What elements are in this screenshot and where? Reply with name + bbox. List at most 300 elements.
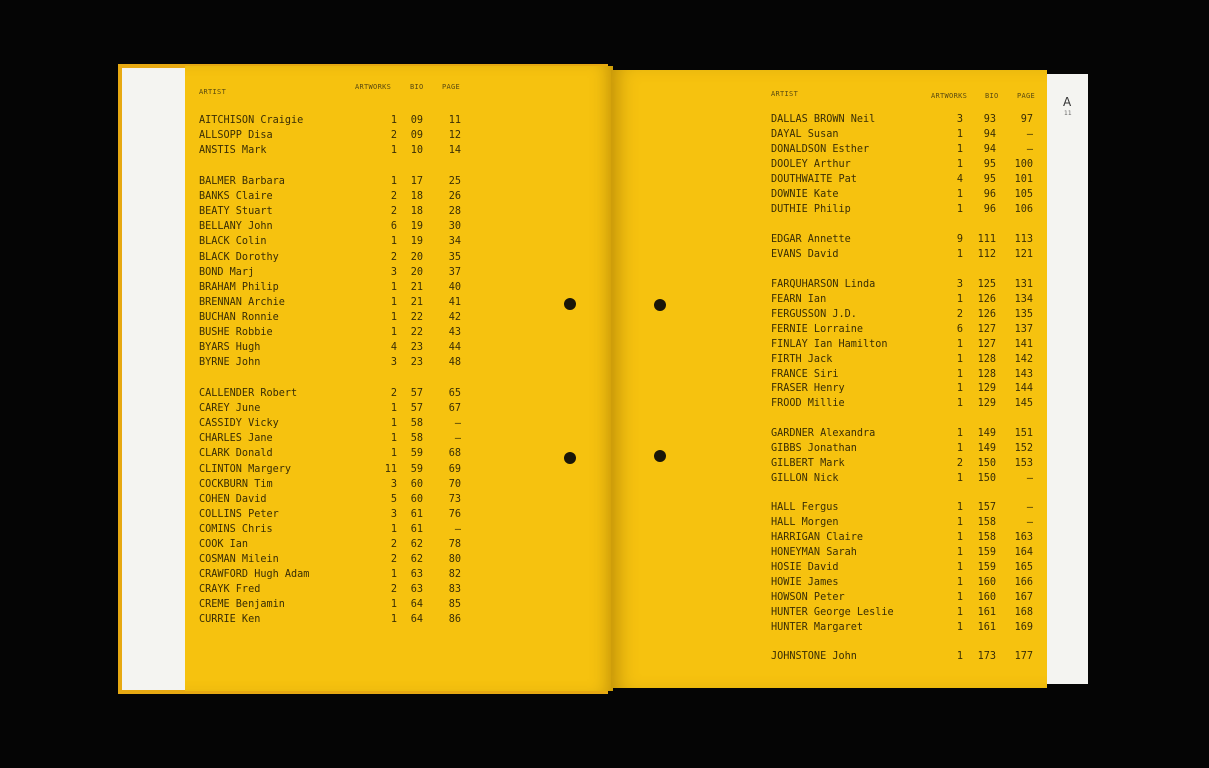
- index-row: [771, 277, 1033, 292]
- artworks-count: 2: [956, 458, 963, 469]
- index-row: [199, 416, 461, 431]
- bio-page: 62: [410, 554, 423, 565]
- artworks-count: 2: [390, 206, 397, 217]
- index-row: [771, 142, 1033, 157]
- index-row: [771, 187, 1033, 202]
- index-row: [771, 456, 1033, 471]
- index-row: [199, 462, 461, 477]
- artworks-count: 1: [956, 369, 963, 380]
- page-number: 41: [448, 297, 461, 308]
- artworks-count: 1: [390, 327, 397, 338]
- index-row: [771, 545, 1033, 560]
- bio-page: 149: [977, 428, 996, 439]
- bio-page: 126: [977, 294, 996, 305]
- page-number: 105: [1014, 189, 1033, 200]
- bio-page: 22: [410, 312, 423, 323]
- artworks-count: 11: [384, 464, 397, 475]
- index-row: [771, 157, 1033, 172]
- artworks-count: 1: [956, 204, 963, 215]
- artworks-count: 1: [390, 236, 397, 247]
- artworks-count: 1: [390, 524, 397, 535]
- page-number: 134: [1014, 294, 1033, 305]
- artist-name: BLACK Dorothy: [199, 252, 279, 263]
- index-row: [199, 280, 461, 295]
- bio-page: 58: [410, 418, 423, 429]
- page-number: 78: [448, 539, 461, 550]
- page-number: 164: [1014, 547, 1033, 558]
- index-row: [199, 492, 461, 507]
- bio-page: 09: [410, 130, 423, 141]
- right-page: [611, 70, 1047, 688]
- artworks-count: 1: [390, 418, 397, 429]
- header-artist: ARTIST: [771, 90, 799, 98]
- artworks-count: 1: [956, 502, 963, 513]
- artist-name: DONALDSON Esther: [771, 144, 870, 155]
- artworks-count: 2: [390, 130, 397, 141]
- index-row: [199, 446, 461, 461]
- artworks-count: 1: [390, 569, 397, 580]
- page-number: 101: [1014, 174, 1033, 185]
- artist-name: FARQUHARSON Linda: [771, 279, 876, 290]
- artworks-count: 1: [956, 249, 963, 260]
- index-row: [199, 265, 461, 280]
- artworks-count: 2: [390, 539, 397, 550]
- bio-page: 111: [977, 234, 996, 245]
- artist-name: HOWIE James: [771, 577, 839, 588]
- bio-page: 58: [410, 433, 423, 444]
- page-number: 30: [448, 221, 461, 232]
- artworks-count: 1: [390, 614, 397, 625]
- page-number: 169: [1014, 622, 1033, 633]
- artworks-count: 2: [390, 554, 397, 565]
- index-row: [199, 250, 461, 265]
- bio-page: 128: [977, 354, 996, 365]
- artworks-count: 1: [956, 443, 963, 454]
- index-row: [771, 127, 1033, 142]
- left-page: [185, 66, 613, 691]
- artworks-count: 2: [390, 388, 397, 399]
- bio-page: 160: [977, 592, 996, 603]
- bio-page: 64: [410, 599, 423, 610]
- artworks-count: 1: [390, 403, 397, 414]
- artist-name: CRAWFORD Hugh Adam: [199, 569, 310, 580]
- artist-name: COOK Ian: [199, 539, 249, 550]
- page-number: –: [454, 524, 461, 535]
- artworks-count: 1: [390, 448, 397, 459]
- page-number: 12: [448, 130, 461, 141]
- page-number: 153: [1014, 458, 1033, 469]
- bio-page: 149: [977, 443, 996, 454]
- page-number: 97: [1020, 114, 1033, 125]
- index-row: [771, 337, 1033, 352]
- bio-page: 59: [410, 448, 423, 459]
- page-number: 100: [1014, 159, 1033, 170]
- artist-name: HONEYMAN Sarah: [771, 547, 857, 558]
- artist-name: DOOLEY Arthur: [771, 159, 851, 170]
- bio-page: 129: [977, 398, 996, 409]
- bio-page: 125: [977, 279, 996, 290]
- artist-name: HALL Fergus: [771, 502, 839, 513]
- page-number: 34: [448, 236, 461, 247]
- artist-name: CRAYK Fred: [199, 584, 261, 595]
- page-number: 137: [1014, 324, 1033, 335]
- index-row: [199, 128, 461, 143]
- artist-name: BANKS Claire: [199, 191, 273, 202]
- artworks-count: 1: [956, 159, 963, 170]
- bio-page: 21: [410, 282, 423, 293]
- page-number: 69: [448, 464, 461, 475]
- artist-name: BEATY Stuart: [199, 206, 273, 217]
- index-row: [199, 401, 461, 416]
- bio-page: 96: [983, 189, 996, 200]
- artist-name: COMINS Chris: [199, 524, 273, 535]
- artworks-count: 4: [390, 342, 397, 353]
- artworks-count: 2: [390, 252, 397, 263]
- page-number: –: [1026, 517, 1033, 528]
- page-number: 151: [1014, 428, 1033, 439]
- artist-name: BOND Marj: [199, 267, 255, 278]
- artist-name: CURRIE Ken: [199, 614, 261, 625]
- page-number: 42: [448, 312, 461, 323]
- artist-name: FROOD Millie: [771, 398, 845, 409]
- bio-page: 157: [977, 502, 996, 513]
- page-number: –: [1026, 502, 1033, 513]
- bio-page: 60: [410, 494, 423, 505]
- artworks-count: 1: [956, 622, 963, 633]
- page-number: 121: [1014, 249, 1033, 260]
- index-row: [771, 172, 1033, 187]
- bio-page: 17: [410, 176, 423, 187]
- artworks-count: 1: [390, 145, 397, 156]
- side-tab-letter: A: [1063, 95, 1072, 109]
- artworks-count: 1: [956, 562, 963, 573]
- artist-name: GIBBS Jonathan: [771, 443, 857, 454]
- bio-page: 19: [410, 236, 423, 247]
- artist-name: COHEN David: [199, 494, 267, 505]
- artist-name: BYARS Hugh: [199, 342, 261, 353]
- index-row: [199, 386, 461, 401]
- artworks-count: 6: [390, 221, 397, 232]
- index-row: [199, 477, 461, 492]
- index-row: [771, 202, 1033, 217]
- artworks-count: 2: [390, 584, 397, 595]
- index-row: [771, 292, 1033, 307]
- punch-hole: [654, 299, 666, 311]
- artworks-count: 2: [956, 309, 963, 320]
- artworks-count: 1: [956, 532, 963, 543]
- bio-page: 159: [977, 547, 996, 558]
- artist-name: FRASER Henry: [771, 383, 845, 394]
- index-row: [199, 522, 461, 537]
- page-number: 26: [448, 191, 461, 202]
- artist-name: GILLON Nick: [771, 473, 839, 484]
- bio-page: 127: [977, 339, 996, 350]
- page-number: 37: [448, 267, 461, 278]
- artist-name: DUTHIE Philip: [771, 204, 851, 215]
- artist-name: BELLANY John: [199, 221, 273, 232]
- page-number: 106: [1014, 204, 1033, 215]
- artworks-count: 1: [956, 129, 963, 140]
- artist-name: DOUTHWAITE Pat: [771, 174, 857, 185]
- artist-name: CREME Benjamin: [199, 599, 285, 610]
- artworks-count: 9: [956, 234, 963, 245]
- header-bio: BIO: [410, 83, 424, 91]
- page-number: 80: [448, 554, 461, 565]
- artworks-count: 1: [956, 577, 963, 588]
- artist-name: DOWNIE Kate: [771, 189, 839, 200]
- artist-name: GILBERT Mark: [771, 458, 845, 469]
- artworks-count: 1: [390, 115, 397, 126]
- bio-page: 96: [983, 204, 996, 215]
- index-row: [771, 471, 1033, 486]
- page-number: 145: [1014, 398, 1033, 409]
- bio-page: 161: [977, 622, 996, 633]
- artist-name: FEARN Ian: [771, 294, 827, 305]
- index-row: [199, 234, 461, 249]
- page-number: 113: [1014, 234, 1033, 245]
- bio-page: 159: [977, 562, 996, 573]
- artist-name: EVANS David: [771, 249, 839, 260]
- bio-page: 61: [410, 524, 423, 535]
- page-number: 28: [448, 206, 461, 217]
- artworks-count: 1: [956, 189, 963, 200]
- bio-page: 158: [977, 517, 996, 528]
- page-number: –: [1026, 144, 1033, 155]
- index-row: [199, 340, 461, 355]
- artworks-count: 3: [956, 279, 963, 290]
- page-number: 165: [1014, 562, 1033, 573]
- artist-name: HUNTER George Leslie: [771, 607, 894, 618]
- artist-name: ALLSOPP Disa: [199, 130, 273, 141]
- header-page: PAGE: [1017, 92, 1036, 100]
- artworks-count: 1: [956, 398, 963, 409]
- artworks-count: 4: [956, 174, 963, 185]
- bio-page: 22: [410, 327, 423, 338]
- header-artworks: ARTWORKS: [931, 92, 968, 100]
- bio-page: 127: [977, 324, 996, 335]
- page-number: 40: [448, 282, 461, 293]
- index-row: [199, 310, 461, 325]
- index-row: [199, 582, 461, 597]
- bio-page: 161: [977, 607, 996, 618]
- index-row: [771, 649, 1033, 664]
- index-row: [771, 112, 1033, 127]
- page-number: –: [1026, 129, 1033, 140]
- page-number: –: [454, 433, 461, 444]
- bio-page: 20: [410, 252, 423, 263]
- artworks-count: 1: [956, 383, 963, 394]
- artworks-count: 1: [956, 473, 963, 484]
- page-number: 141: [1014, 339, 1033, 350]
- page-number: 43: [448, 327, 461, 338]
- page-number: 25: [448, 176, 461, 187]
- index-row: [771, 530, 1033, 545]
- page-number: 65: [448, 388, 461, 399]
- bio-page: 20: [410, 267, 423, 278]
- artist-name: CASSIDY Vicky: [199, 418, 279, 429]
- artworks-count: 3: [390, 479, 397, 490]
- artist-name: FERGUSSON J.D.: [771, 309, 857, 320]
- artist-name: HARRIGAN Claire: [771, 532, 864, 543]
- bio-page: 94: [983, 129, 996, 140]
- artist-name: BRENNAN Archie: [199, 297, 285, 308]
- artist-name: BUSHE Robbie: [199, 327, 273, 338]
- index-row: [199, 219, 461, 234]
- bio-page: 10: [410, 145, 423, 156]
- artist-name: CLINTON Margery: [199, 464, 292, 475]
- artworks-count: 3: [390, 267, 397, 278]
- bio-page: 160: [977, 577, 996, 588]
- index-row: [199, 113, 461, 128]
- page-number: 85: [448, 599, 461, 610]
- artworks-count: 3: [390, 357, 397, 368]
- bio-page: 59: [410, 464, 423, 475]
- artist-name: BUCHAN Ronnie: [199, 312, 279, 323]
- page-number: 168: [1014, 607, 1033, 618]
- index-row: [771, 247, 1033, 262]
- page-number: 83: [448, 584, 461, 595]
- index-row: [771, 307, 1033, 322]
- page-number: 152: [1014, 443, 1033, 454]
- artist-name: ANSTIS Mark: [199, 145, 267, 156]
- artist-name: HALL Morgen: [771, 517, 839, 528]
- index-row: [199, 355, 461, 370]
- artist-name: BLACK Colin: [199, 236, 267, 247]
- page-number: 167: [1014, 592, 1033, 603]
- page-number: 48: [448, 357, 461, 368]
- artist-name: BALMER Barbara: [199, 176, 285, 187]
- bio-page: 57: [410, 403, 423, 414]
- artist-name: HOWSON Peter: [771, 592, 845, 603]
- artworks-count: 1: [956, 428, 963, 439]
- index-row: [199, 537, 461, 552]
- artworks-count: 1: [390, 176, 397, 187]
- bio-page: 57: [410, 388, 423, 399]
- index-row: [771, 515, 1033, 530]
- artworks-count: 1: [956, 354, 963, 365]
- page-number: 35: [448, 252, 461, 263]
- bio-page: 18: [410, 191, 423, 202]
- artworks-count: 5: [390, 494, 397, 505]
- artist-name: AITCHISON Craigie: [199, 115, 304, 126]
- index-row: [199, 189, 461, 204]
- page-number: 14: [448, 145, 461, 156]
- index-row: [199, 507, 461, 522]
- bio-page: 63: [410, 569, 423, 580]
- side-tab-number: 11: [1064, 110, 1072, 117]
- bio-page: 64: [410, 614, 423, 625]
- bio-page: 93: [983, 114, 996, 125]
- artworks-count: 6: [956, 324, 963, 335]
- page-number: 135: [1014, 309, 1033, 320]
- index-row: [771, 367, 1033, 382]
- page-number: 67: [448, 403, 461, 414]
- punch-hole: [564, 452, 576, 464]
- bio-page: 95: [983, 159, 996, 170]
- artist-name: JOHNSTONE John: [771, 651, 857, 662]
- page-number: 144: [1014, 383, 1033, 394]
- page-number: 131: [1014, 279, 1033, 290]
- index-row: [199, 597, 461, 612]
- header-artist: ARTIST: [199, 88, 227, 96]
- bio-page: 129: [977, 383, 996, 394]
- artworks-count: 1: [956, 339, 963, 350]
- header-page: PAGE: [442, 83, 461, 91]
- bio-page: 173: [977, 651, 996, 662]
- artworks-count: 1: [390, 433, 397, 444]
- flyleaf-right: [1040, 74, 1088, 684]
- page-number: 142: [1014, 354, 1033, 365]
- artist-name: DALLAS BROWN Neil: [771, 114, 876, 125]
- page-number: 177: [1014, 651, 1033, 662]
- artworks-count: 3: [956, 114, 963, 125]
- artworks-count: 1: [956, 294, 963, 305]
- page-number: 76: [448, 509, 461, 520]
- artist-name: HUNTER Margaret: [771, 622, 864, 633]
- bio-page: 150: [977, 473, 996, 484]
- bio-page: 95: [983, 174, 996, 185]
- artist-name: CLARK Donald: [199, 448, 273, 459]
- page-number: 44: [448, 342, 461, 353]
- bio-page: 112: [977, 249, 996, 260]
- page-number: 163: [1014, 532, 1033, 543]
- artist-name: HOSIE David: [771, 562, 839, 573]
- bio-page: 23: [410, 357, 423, 368]
- flyleaf-left: [122, 68, 188, 690]
- index-row: [199, 612, 461, 627]
- bio-page: 61: [410, 509, 423, 520]
- bio-page: 60: [410, 479, 423, 490]
- artworks-count: 1: [956, 651, 963, 662]
- artworks-count: 1: [390, 297, 397, 308]
- index-row: [771, 620, 1033, 635]
- bio-page: 62: [410, 539, 423, 550]
- page-number: 166: [1014, 577, 1033, 588]
- index-row: [771, 500, 1033, 515]
- index-row: [771, 352, 1033, 367]
- bio-page: 63: [410, 584, 423, 595]
- artist-name: CAREY June: [199, 403, 261, 414]
- page-number: –: [454, 418, 461, 429]
- index-row: [771, 575, 1033, 590]
- artworks-count: 1: [956, 517, 963, 528]
- page-number: –: [1026, 473, 1033, 484]
- index-row: [771, 590, 1033, 605]
- artworks-count: 1: [956, 607, 963, 618]
- bio-page: 94: [983, 144, 996, 155]
- header-bio: BIO: [985, 92, 999, 100]
- punch-hole: [654, 450, 666, 462]
- page-number: 70: [448, 479, 461, 490]
- page-number: 86: [448, 614, 461, 625]
- artworks-count: 3: [390, 509, 397, 520]
- index-row: [771, 381, 1033, 396]
- artist-name: COCKBURN Tim: [199, 479, 273, 490]
- punch-hole: [564, 298, 576, 310]
- index-row: [199, 174, 461, 189]
- artist-name: BRAHAM Philip: [199, 282, 279, 293]
- index-row: [771, 322, 1033, 337]
- bio-page: 21: [410, 297, 423, 308]
- artworks-count: 1: [956, 144, 963, 155]
- page-number: 82: [448, 569, 461, 580]
- artworks-count: 1: [956, 547, 963, 558]
- artist-name: GARDNER Alexandra: [771, 428, 876, 439]
- header-artworks: ARTWORKS: [355, 83, 392, 91]
- page-number: 143: [1014, 369, 1033, 380]
- index-row: [199, 552, 461, 567]
- bio-page: 18: [410, 206, 423, 217]
